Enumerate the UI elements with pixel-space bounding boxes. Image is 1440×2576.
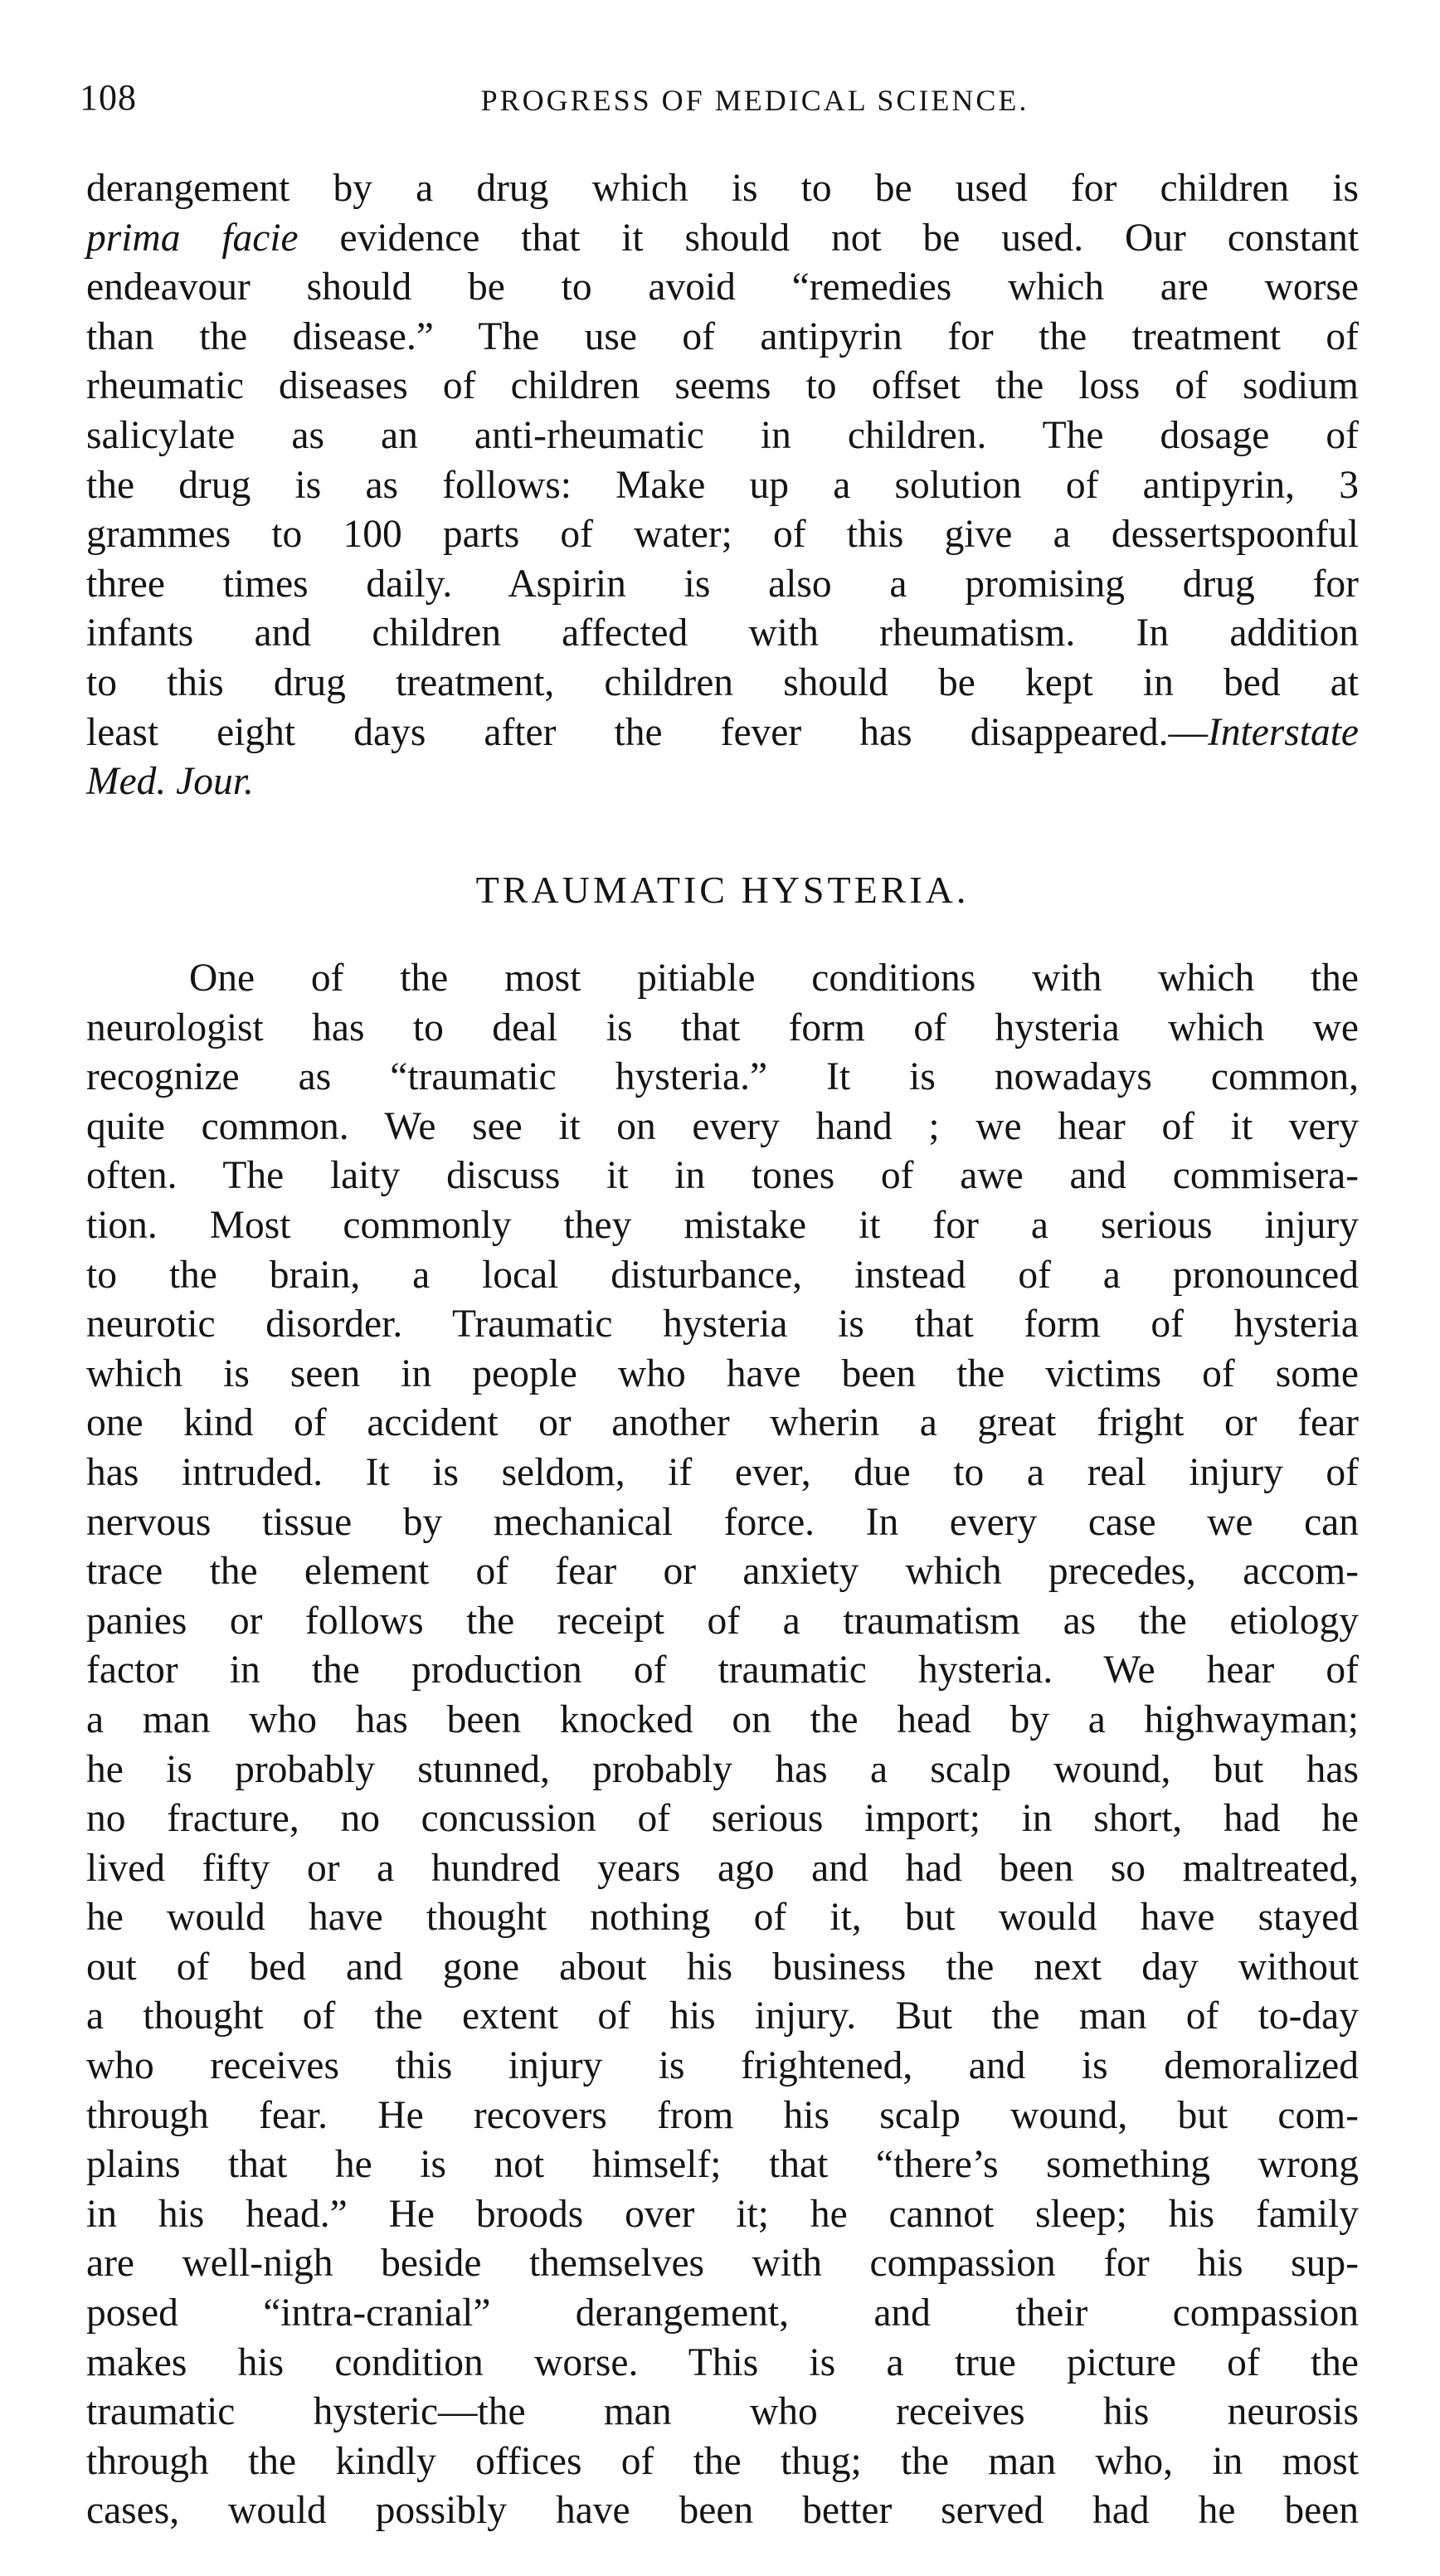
italic-phrase: prima facie xyxy=(86,216,299,260)
text-line-rest: evidence that it should not be used. Our constant xyxy=(339,216,1360,260)
text-line: has intruded. It is seldom, if ever, due to a real injury of xyxy=(86,1450,1359,1494)
text-line: endeavour should be to avoid “remedies which are worse xyxy=(86,265,1359,309)
article-body xyxy=(86,954,1359,2536)
text-line: than the disease.” The use of antipyrin for the treatment of xyxy=(86,314,1359,358)
text-line: which is seen in people who have been the victims of some xyxy=(86,1351,1359,1395)
running-head-title: PROGRESS OF MEDICAL SCIENCE. xyxy=(480,84,1029,117)
text-line: factor in the production of traumatic hysteria. We hear of xyxy=(86,1648,1359,1692)
text-line: posed “intra-cranial” derangement, and their compassion xyxy=(86,2291,1359,2335)
text-line: makes his condition worse. This is a true picture of the xyxy=(86,2340,1359,2384)
text-line: cases, would possibly have been better served had he been xyxy=(86,2489,1359,2533)
section-heading: TRAUMATIC HYSTERIA. xyxy=(475,869,970,911)
text-line: a man who has been knocked on the head by a highwayman; xyxy=(86,1697,1359,1741)
text-line: to the brain, a local disturbance, instead of a pronounced xyxy=(86,1253,1359,1297)
text-line: out of bed and gone about his business the next day without xyxy=(86,1945,1359,1989)
text-line: panies or follows the receipt of a traumatism as the etiology xyxy=(86,1599,1359,1643)
text-line: to this drug treatment, children should be kept in bed at xyxy=(86,660,1359,704)
text-line: through fear. He recovers from his scalp wound, but com- xyxy=(86,2093,1359,2137)
text-line: quite common. We see it on every hand ; we hear of it very xyxy=(86,1104,1359,1148)
running-head xyxy=(80,76,1364,126)
text-line-start: least eight days after the fever has disappeared.— xyxy=(86,710,1208,754)
text-line: are well-nigh beside themselves with compassion for his sup- xyxy=(86,2242,1359,2286)
text-line: derangement by a drug which is to be used for children is xyxy=(86,167,1359,210)
text-line: through the kindly offices of the thug; the man who, in most xyxy=(86,2439,1359,2483)
text-line: often. The laity discuss it in tones of awe and commisera- xyxy=(86,1154,1359,1198)
text-line: the drug is as follows: Make up a solution of antipyrin, 3 xyxy=(86,463,1359,507)
text-line: one kind of accident or another wherin a great fright or fear xyxy=(86,1401,1359,1445)
text-line: neurotic disorder. Traumatic hysteria is that form of hysteria xyxy=(86,1303,1359,1346)
text-line: he is probably stunned, probably has a scalp wound, but has xyxy=(86,1747,1359,1791)
page-number: 108 xyxy=(80,77,137,118)
text-line xyxy=(86,214,1359,264)
text-line: nervous tissue by mechanical force. In every case we can xyxy=(86,1500,1359,1544)
text-line: lived fifty or a hundred years ago and had been so maltreated, xyxy=(86,1846,1359,1890)
text-line: he would have thought nothing of it, but would have stayed xyxy=(86,1896,1359,1940)
text-line xyxy=(86,757,1359,807)
text-line: rheumatic diseases of children seems to offset the loss of sodium xyxy=(86,364,1359,408)
text-line: grammes to 100 parts of water; of this give a dessertspoonful xyxy=(86,513,1359,557)
text-line: traumatic hysteric—the man who receives his neurosis xyxy=(86,2390,1359,2434)
text-line: One of the most pitiable conditions with which the xyxy=(189,957,1359,1000)
text-line: who receives this injury is frightened, and is demoralized xyxy=(86,2044,1359,2088)
continued-paragraph xyxy=(86,164,1359,807)
text-line: salicylate as an anti-rheumatic in children. The dosage of xyxy=(86,413,1359,457)
text-line: infants and children affected with rheumatism. In addition xyxy=(86,611,1359,655)
text-line: trace the element of fear or anxiety which precedes, accom- xyxy=(86,1550,1359,1594)
text-line: no fracture, no concussion of serious import; in short, had he xyxy=(86,1797,1359,1841)
source-citation: Interstate xyxy=(1207,710,1359,754)
text-line: tion. Most commonly they mistake it for a serious injury xyxy=(86,1203,1359,1247)
text-line: plains that he is not himself; that “there’s something wrong xyxy=(86,2143,1359,2187)
text-line: in his head.” He broods over it; he cannot sleep; his family xyxy=(86,2192,1359,2236)
source-citation-continued: Med. Jour. xyxy=(86,760,254,804)
text-line: recognize as “traumatic hysteria.” It is nowadays common, xyxy=(86,1055,1359,1099)
text-line: a thought of the extent of his injury. But the man of to-day xyxy=(86,1994,1359,2038)
text-line xyxy=(86,709,1359,758)
text-line: neurologist has to deal is that form of hysteria which we xyxy=(86,1006,1359,1049)
text-line: three times daily. Aspirin is also a promising drug for xyxy=(86,562,1359,606)
